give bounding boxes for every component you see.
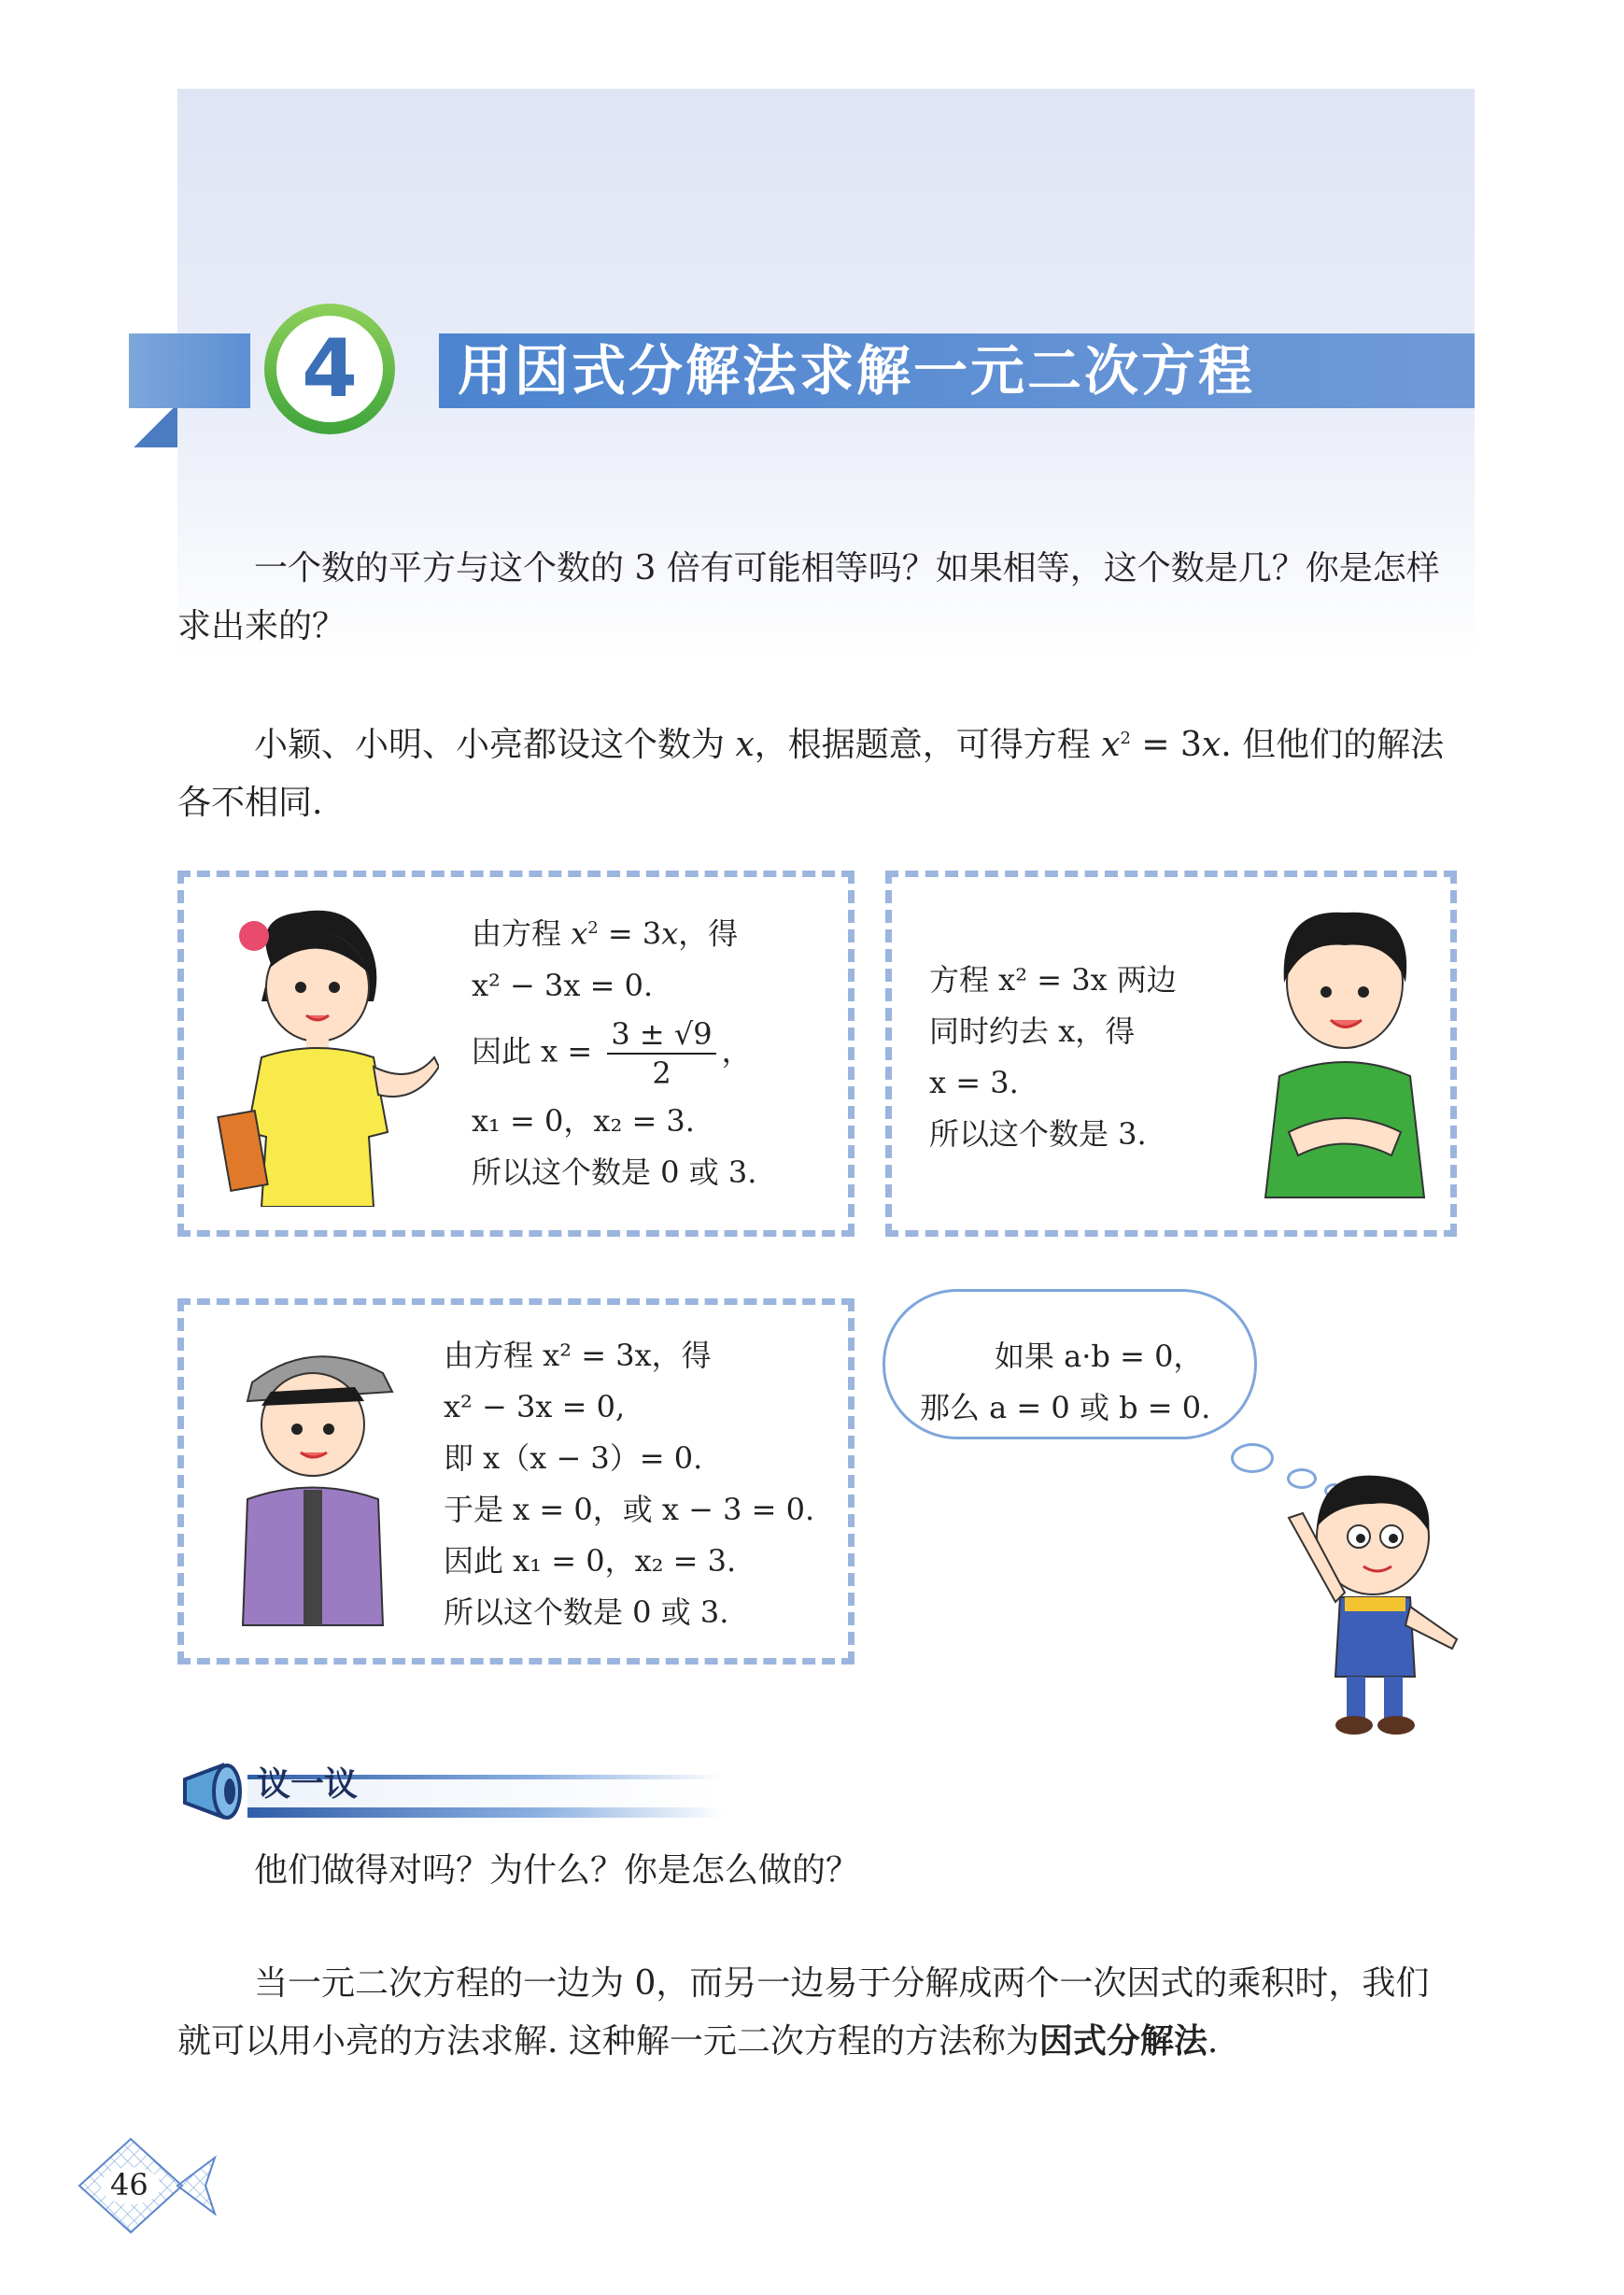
thought-bubble-dot-large <box>1231 1443 1274 1473</box>
box3-text: 由方程 x² = 3x，得 x² − 3x = 0, 即 x（x − 3）= 0. 于是 x = 0，或 x − 3 = 0. 因此 x₁ = 0，x₂ = 3. 所以这个数是 0 或 3. <box>444 1338 815 1630</box>
conclusion-paragraph: 当一元二次方程的一边为 0，而另一边易于分解成两个一次因式的乘积时，我们就可以用小亮的方法求解. 这种解一元二次方程的方法称为因式分解法. <box>177 1964 1430 2061</box>
box2-text: 方程 x² = 3x 两边 同时约去 x，得 x = 3. 所以这个数是 3. <box>929 962 1177 1152</box>
quadratic-fraction: $\frac{3 \pm √9}{2}$ <box>607 1015 715 1092</box>
page-number-fish-ornament <box>75 2134 224 2237</box>
intro-paragraph-1: 一个数的平方与这个数的 3 倍有可能相等吗？如果相等，这个数是几？你是怎样求出来的？ <box>177 549 1440 645</box>
megaphone-icon <box>176 1761 255 1826</box>
section-number: 4 <box>276 316 383 422</box>
boy-with-cap-illustration <box>224 1336 402 1635</box>
intro-paragraph-2: 小颖、小明、小亮都设这个数为 x，根据题意，可得方程 $x^2 = 3x$. 但他们的解法各不相同. <box>177 726 1445 822</box>
key-term: 因式分解法 <box>1038 2022 1207 2061</box>
thought-text: 如果 a·b = 0， 那么 a = 0 或 b = 0. <box>920 1339 1211 1425</box>
ribbon-fold <box>129 408 177 447</box>
ribbon-left <box>129 333 250 408</box>
girl-character-illustration <box>215 899 439 1207</box>
boy-character-illustration <box>1251 899 1438 1207</box>
section-title: 用因式分解法求解一元二次方程 <box>458 339 1256 403</box>
discuss-label: 议一议 <box>257 1765 359 1804</box>
discuss-question: 他们做得对吗？为什么？你是怎么做的？ <box>254 1851 860 1890</box>
page-number: 46 <box>110 2167 148 2203</box>
pointing-boy-illustration <box>1270 1462 1466 1742</box>
box1-text: 由方程 $x^2 = 3x$，得 x² − 3x = 0. 因此 x = $\frac{3 \pm √9}{2}$ ， x₁ = 0，x₂ = 3. 所以这个数是 0 或 3. <box>472 915 757 1190</box>
